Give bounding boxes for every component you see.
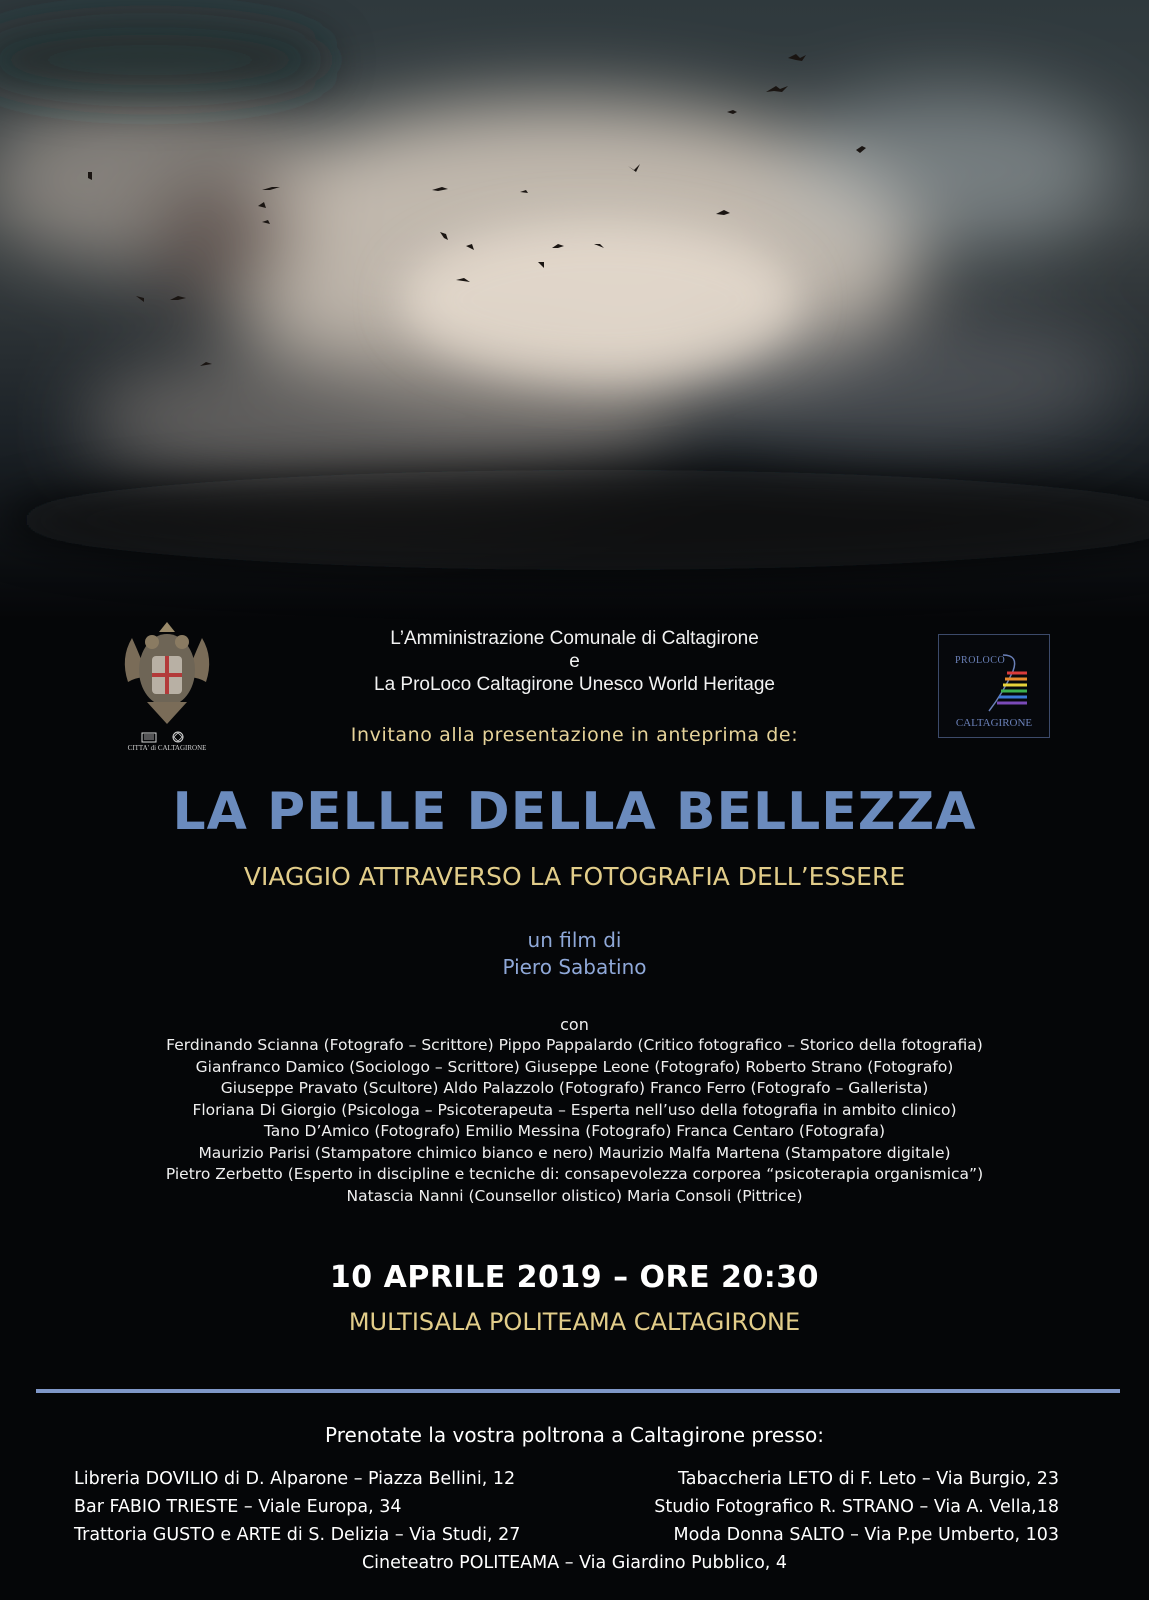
organizer-conjunction: e [569, 651, 580, 672]
shop-left-3: Trattoria GUSTO e ARTE di S. Delizia – Via Studi, 27 [74, 1525, 521, 1545]
event-venue: MULTISALA POLITEAMA CALTAGIRONE [348, 1308, 801, 1336]
shop-center: Cineteatro POLITEAMA – Via Giardino Pubblico, 4 [361, 1553, 788, 1573]
shop-right-2: Studio Fotografico R. STRANO – Via A. Vella,18 [654, 1497, 1059, 1517]
invitation-line: Invitano alla presentazione in anteprima de: [350, 724, 799, 746]
with-label: con [560, 1015, 589, 1034]
credit-line: Maurizio Parisi (Stampatore chimico bianco e nero) Maurizio Malfa Martena (Stampatore digitale) [198, 1143, 951, 1162]
organizer-line-2: La ProLoco Caltagirone Unesco World Heritage [374, 674, 775, 695]
shop-right-1: Tabaccheria LETO di F. Leto – Via Burgio, 23 [678, 1469, 1059, 1489]
credit-line: Floriana Di Giorgio (Psicologa – Psicoterapeuta – Esperta nell’uso della fotografia in ambito clinico) [192, 1100, 957, 1119]
divider-rule [36, 1389, 1120, 1393]
film-subtitle: VIAGGIO ATTRAVERSO LA FOTOGRAFIA DELL’ESSERE [243, 862, 906, 891]
credit-line: Tano D’Amico (Fotografo) Emilio Messina (Fotografo) Franca Centaro (Fotografa) [263, 1122, 886, 1140]
film-by-label: un film di [527, 928, 622, 952]
shop-left-2: Bar FABIO TRIESTE – Viale Europa, 34 [74, 1497, 402, 1517]
credit-line: Giuseppe Pravato (Scultore) Aldo Palazzolo (Fotografo) Franco Ferro (Fotografo – Gallerista) [220, 1079, 929, 1097]
film-title: LA PELLE DELLA BELLEZZA [172, 782, 977, 842]
organizer-line-1: L’Amministrazione Comunale di Caltagirone [390, 628, 759, 649]
cloudy-sky-photo [0, 0, 1149, 620]
credit-line: Ferdinando Scianna (Fotografo – Scrittore) Pippo Pappalardo (Critico fotografico – Storico della fotografia) [166, 1036, 983, 1054]
shop-left-1: Libreria DOVILIO di D. Alparone – Piazza Bellini, 12 [74, 1469, 516, 1489]
credits-list [0, 1035, 1149, 1207]
shop-right-3: Moda Donna SALTO – Via P.pe Umberto, 103 [673, 1525, 1059, 1545]
proloco-logo-top-text: PROLOCO [955, 655, 1006, 666]
proloco-logo-bottom-text: CALTAGIRONE [955, 717, 1033, 729]
director-block [0, 927, 1149, 981]
event-date-time: 10 APRILE 2019 – ORE 20:30 [329, 1260, 820, 1295]
credit-line: Pietro Zerbetto (Esperto in discipline e tecniche di: consapevolezza corporea “psicoterapia organismica”) [165, 1165, 984, 1183]
director-name: Piero Sabatino [502, 955, 647, 979]
credit-line: Natascia Nanni (Counsellor olistico) Maria Consoli (Pittrice) [346, 1186, 803, 1205]
booking-title: Prenotate la vostra poltrona a Caltagirone presso: [325, 1423, 824, 1447]
credit-line: Gianfranco Damico (Sociologo – Scrittore) Giuseppe Leone (Fotografo) Roberto Strano (Fotografo) [195, 1057, 954, 1076]
coat-of-arms-caption: CITTA' di CALTAGIRONE [127, 744, 207, 752]
